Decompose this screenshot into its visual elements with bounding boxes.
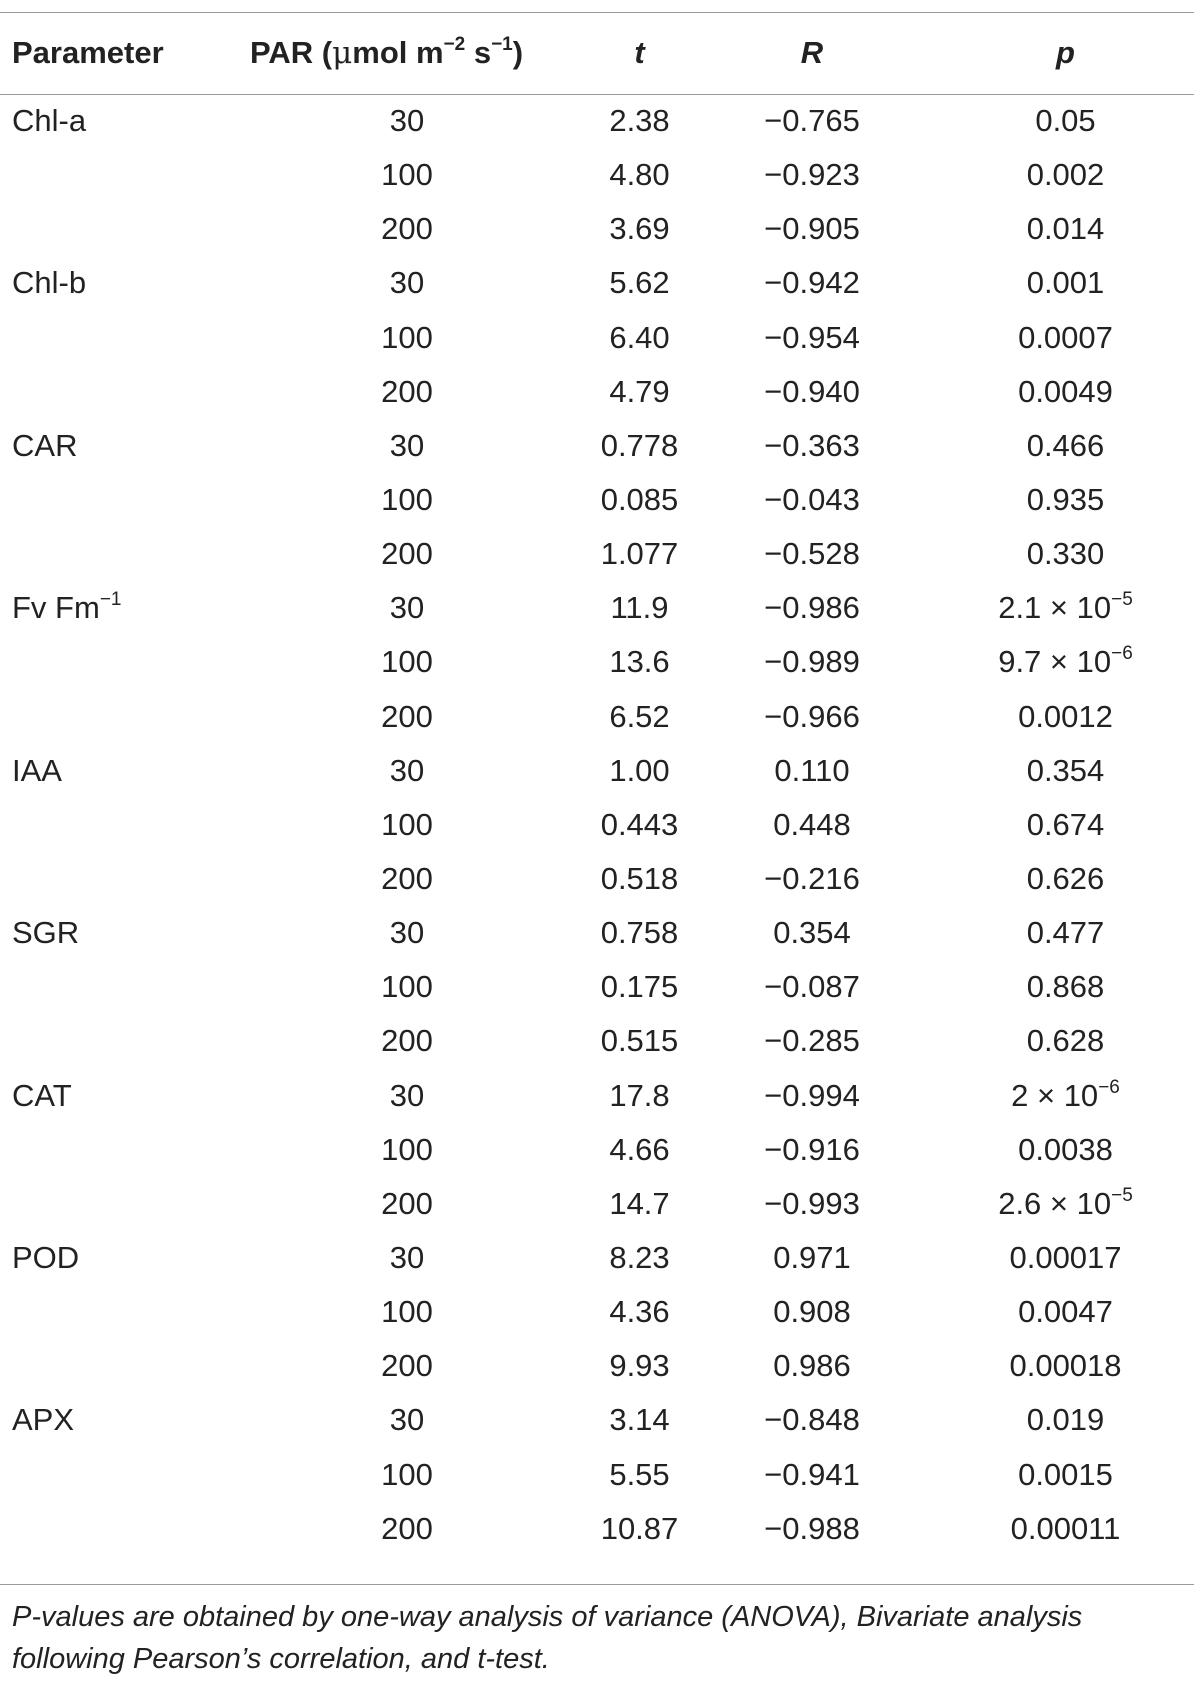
- cell-par-text: 100: [381, 319, 433, 355]
- cell-t: [572, 1069, 707, 1123]
- cell-p-text: 0.935: [1026, 482, 1105, 518]
- cell-parameter-text: CAT: [12, 1077, 72, 1113]
- cell-p-text: 2.6 × 10: [998, 1185, 1112, 1221]
- cell-r-text: −0.528: [764, 536, 860, 572]
- cell-par: [242, 1123, 572, 1177]
- cell-p: [917, 256, 1200, 310]
- cell-parameter-text: SGR: [12, 915, 80, 951]
- cell-p-text: 0.466: [1026, 427, 1105, 463]
- table-row: [0, 1502, 1200, 1556]
- cell-t-text: 13.6: [609, 644, 670, 680]
- cell-r: [707, 581, 917, 635]
- cell-t-text: 4.80: [609, 157, 670, 193]
- header-p: p: [1056, 35, 1075, 70]
- cell-r-text: −0.916: [764, 1131, 860, 1167]
- table-row: [0, 1285, 1200, 1339]
- cell-par: [242, 311, 572, 365]
- cell-t: [572, 94, 707, 148]
- cell-p-text: 0.0012: [1018, 698, 1113, 734]
- table-row: [0, 744, 1200, 798]
- cell-par-text: 30: [389, 752, 425, 788]
- table-row: [0, 256, 1200, 310]
- cell-par: [242, 635, 572, 689]
- cell-parameter-text: IAA: [12, 752, 62, 788]
- table-body: [0, 94, 1200, 1556]
- cell-p-text: 0.019: [1026, 1402, 1105, 1438]
- cell-t-text: 1.077: [600, 536, 679, 572]
- cell-p: [917, 1231, 1200, 1285]
- table-bottom-rule: [0, 1584, 1194, 1585]
- cell-p-text: 2 × 10: [1011, 1077, 1099, 1113]
- cell-parameter: [0, 1393, 242, 1447]
- cell-t-text: 11.9: [610, 590, 669, 626]
- cell-par: [242, 148, 572, 202]
- cell-par-text: 200: [381, 1348, 433, 1384]
- cell-t: [572, 148, 707, 202]
- table-row: [0, 960, 1200, 1014]
- cell-p: [917, 1285, 1200, 1339]
- cell-t: [572, 690, 707, 744]
- cell-p-text: 0.014: [1026, 211, 1105, 247]
- cell-r: [707, 202, 917, 256]
- cell-p: [917, 1393, 1200, 1447]
- cell-r-text: −0.087: [764, 969, 860, 1005]
- table-row: [0, 148, 1200, 202]
- cell-p-text: 0.626: [1026, 861, 1105, 897]
- cell-parameter: [0, 1231, 242, 1285]
- cell-t: [572, 1231, 707, 1285]
- table-row: [0, 419, 1200, 473]
- cell-t: [572, 635, 707, 689]
- table-row: [0, 1339, 1200, 1393]
- cell-p-exponent: −5: [1111, 589, 1133, 611]
- cell-p-text: 0.001: [1026, 265, 1105, 301]
- cell-par-text: 30: [389, 427, 425, 463]
- cell-r: [707, 1285, 917, 1339]
- cell-p: [917, 527, 1200, 581]
- table-footnote: P-values are obtained by one-way analysis of variance (ANOVA), Bivariate analysis following Pearson’s correlation, and t-test.: [12, 1601, 1083, 1675]
- cell-r: [707, 1177, 917, 1231]
- cell-r: [707, 690, 917, 744]
- cell-p: [917, 852, 1200, 906]
- cell-t: [572, 311, 707, 365]
- cell-t-text: 0.085: [600, 482, 679, 518]
- cell-parameter: [0, 1069, 242, 1123]
- header-par: PAR (μmol $m^{-2}$ $s^{-1}$): [250, 34, 524, 71]
- cell-p: [917, 798, 1200, 852]
- table-header-row: [0, 12, 1200, 94]
- cell-parameter: [0, 1285, 242, 1339]
- cell-t-text: 0.518: [600, 861, 679, 897]
- cell-p: [917, 906, 1200, 960]
- cell-parameter: [0, 798, 242, 852]
- cell-p-text: 0.0015: [1018, 1456, 1113, 1492]
- cell-par: [242, 94, 572, 148]
- cell-par: [242, 1448, 572, 1502]
- cell-p: [917, 148, 1200, 202]
- cell-parameter-text: Chl-b: [12, 265, 87, 301]
- header-t: t: [634, 35, 645, 70]
- cell-t: [572, 365, 707, 419]
- cell-p: [917, 419, 1200, 473]
- cell-par-text: 200: [381, 1185, 433, 1221]
- cell-par: [242, 852, 572, 906]
- cell-p-text: 0.868: [1026, 969, 1105, 1005]
- cell-parameter: [0, 581, 242, 635]
- cell-t-text: 14.7: [609, 1185, 670, 1221]
- cell-r: [707, 1231, 917, 1285]
- cell-r-text: −0.765: [764, 103, 860, 139]
- cell-par-text: 100: [381, 157, 433, 193]
- cell-parameter: [0, 311, 242, 365]
- cell-r-text: 0.448: [773, 806, 851, 842]
- cell-t-text: 0.758: [600, 915, 679, 951]
- cell-r-text: −0.923: [764, 157, 860, 193]
- results-table: [0, 12, 1200, 1556]
- cell-t: [572, 581, 707, 635]
- cell-t: [572, 1123, 707, 1177]
- cell-t: [572, 202, 707, 256]
- cell-t: [572, 798, 707, 852]
- cell-r: [707, 1069, 917, 1123]
- cell-par: [242, 256, 572, 310]
- cell-p-text: 0.00018: [1009, 1348, 1122, 1384]
- cell-t: [572, 1448, 707, 1502]
- cell-p: [917, 1339, 1200, 1393]
- cell-r: [707, 744, 917, 798]
- cell-parameter: [0, 256, 242, 310]
- cell-par: [242, 1285, 572, 1339]
- cell-r-text: −0.285: [764, 1023, 860, 1059]
- cell-r-text: −0.848: [764, 1402, 860, 1438]
- cell-parameter: [0, 419, 242, 473]
- cell-r-text: 0.908: [773, 1294, 851, 1330]
- cell-t-text: 9.93: [609, 1348, 670, 1384]
- cell-parameter: [0, 148, 242, 202]
- cell-p-text: 0.00011: [1010, 1510, 1121, 1546]
- cell-t-text: 4.66: [609, 1131, 670, 1167]
- table-row: [0, 1231, 1200, 1285]
- cell-t: [572, 744, 707, 798]
- header-parameter: Parameter: [12, 35, 164, 70]
- cell-par: [242, 1177, 572, 1231]
- cell-par: [242, 1231, 572, 1285]
- cell-r-text: 0.986: [773, 1348, 851, 1384]
- cell-par-text: 200: [381, 1023, 433, 1059]
- cell-t-text: 4.36: [609, 1294, 670, 1330]
- cell-p-text: 0.628: [1026, 1023, 1105, 1059]
- cell-par-text: 200: [381, 861, 433, 897]
- cell-r-text: −0.043: [764, 482, 860, 518]
- table-row: [0, 1177, 1200, 1231]
- cell-parameter: [0, 635, 242, 689]
- cell-t-text: 0.443: [600, 806, 679, 842]
- cell-t: [572, 960, 707, 1014]
- cell-p: [917, 581, 1200, 635]
- cell-t: [572, 1393, 707, 1447]
- cell-r-text: −0.989: [764, 644, 860, 680]
- cell-t-text: 6.52: [609, 698, 670, 734]
- cell-par-text: 30: [389, 1402, 425, 1438]
- cell-t-text: 0.175: [600, 969, 679, 1005]
- cell-par-text: 30: [389, 590, 425, 626]
- cell-r: [707, 256, 917, 310]
- cell-t-text: 1.00: [609, 752, 670, 788]
- cell-t-text: 3.69: [609, 211, 670, 247]
- cell-parameter-text: POD: [12, 1240, 80, 1276]
- cell-par-text: 200: [381, 1510, 433, 1546]
- cell-p-text: 2.1 × 10: [998, 590, 1112, 626]
- cell-t: [572, 527, 707, 581]
- cell-p: [917, 473, 1200, 527]
- cell-p-text: 0.330: [1026, 536, 1105, 572]
- cell-par-text: 200: [381, 536, 433, 572]
- cell-p: [917, 960, 1200, 1014]
- table-row: [0, 1069, 1200, 1123]
- table-row: [0, 690, 1200, 744]
- cell-p: [917, 744, 1200, 798]
- cell-p-exponent: −6: [1111, 643, 1133, 665]
- cell-parameter: [0, 960, 242, 1014]
- cell-p-text: 0.002: [1026, 157, 1105, 193]
- cell-par: [242, 473, 572, 527]
- cell-p: [917, 1014, 1200, 1068]
- cell-par-text: 100: [381, 1294, 433, 1330]
- cell-p: [917, 311, 1200, 365]
- cell-parameter: [0, 1123, 242, 1177]
- cell-r: [707, 1502, 917, 1556]
- cell-par: [242, 1339, 572, 1393]
- cell-r-text: −0.942: [764, 265, 860, 301]
- cell-r-text: −0.986: [764, 590, 860, 626]
- cell-p: [917, 1448, 1200, 1502]
- cell-t: [572, 1285, 707, 1339]
- table-row: [0, 1123, 1200, 1177]
- cell-par-text: 100: [381, 644, 433, 680]
- table-row: [0, 635, 1200, 689]
- cell-r: [707, 527, 917, 581]
- cell-t: [572, 1502, 707, 1556]
- cell-par: [242, 527, 572, 581]
- cell-t-text: 4.79: [609, 373, 670, 409]
- table-row: [0, 1014, 1200, 1068]
- cell-p-text: 0.477: [1026, 915, 1105, 951]
- cell-r-text: −0.988: [764, 1510, 860, 1546]
- cell-parameter: [0, 365, 242, 419]
- cell-p: [917, 365, 1200, 419]
- cell-t: [572, 1014, 707, 1068]
- cell-r-text: 0.354: [773, 915, 851, 951]
- cell-par-text: 100: [381, 806, 433, 842]
- cell-p-text: 0.0007: [1018, 319, 1113, 355]
- table-row: [0, 798, 1200, 852]
- cell-par: [242, 960, 572, 1014]
- cell-r-text: −0.994: [764, 1077, 860, 1113]
- cell-p: [917, 1123, 1200, 1177]
- cell-r-text: −0.993: [764, 1185, 860, 1221]
- cell-parameter: [0, 473, 242, 527]
- cell-p-text: 0.00017: [1009, 1240, 1122, 1276]
- cell-t: [572, 1177, 707, 1231]
- cell-r: [707, 635, 917, 689]
- cell-parameter: [0, 527, 242, 581]
- cell-t: [572, 473, 707, 527]
- cell-par-text: 200: [381, 373, 433, 409]
- cell-r-text: −0.941: [764, 1456, 860, 1492]
- cell-par-text: 30: [389, 1077, 425, 1113]
- cell-par: [242, 1069, 572, 1123]
- cell-t-text: 3.14: [609, 1402, 670, 1438]
- table-row: [0, 581, 1200, 635]
- cell-r: [707, 473, 917, 527]
- cell-p-text: 0.05: [1035, 103, 1096, 139]
- cell-t-text: 0.778: [600, 427, 679, 463]
- cell-p-text: 0.674: [1026, 806, 1105, 842]
- table-row: [0, 906, 1200, 960]
- cell-p-text: 0.0047: [1018, 1294, 1113, 1330]
- cell-r: [707, 365, 917, 419]
- cell-par-text: 100: [381, 969, 433, 1005]
- cell-r: [707, 1448, 917, 1502]
- cell-par: [242, 798, 572, 852]
- cell-p: [917, 1502, 1200, 1556]
- cell-r-text: 0.971: [773, 1240, 851, 1276]
- cell-r: [707, 148, 917, 202]
- cell-r-text: −0.905: [764, 211, 860, 247]
- cell-par-text: 30: [389, 915, 425, 951]
- cell-par: [242, 906, 572, 960]
- table-row: [0, 311, 1200, 365]
- cell-t-text: 5.62: [609, 265, 670, 301]
- cell-parameter: [0, 852, 242, 906]
- cell-p-text: 0.0038: [1018, 1131, 1113, 1167]
- cell-parameter-text: Chl-a: [12, 103, 87, 139]
- cell-p: [917, 690, 1200, 744]
- cell-par: [242, 202, 572, 256]
- table-row: [0, 527, 1200, 581]
- cell-t: [572, 256, 707, 310]
- cell-t-text: 10.87: [600, 1510, 679, 1546]
- cell-r: [707, 906, 917, 960]
- cell-parameter: [0, 1502, 242, 1556]
- cell-p-text: 0.354: [1026, 752, 1105, 788]
- cell-t-text: 8.23: [609, 1240, 670, 1276]
- cell-p: [917, 1177, 1200, 1231]
- cell-t-text: 6.40: [609, 319, 670, 355]
- cell-r-text: −0.966: [764, 698, 860, 734]
- cell-par: [242, 581, 572, 635]
- cell-r: [707, 1014, 917, 1068]
- cell-parameter-text: Fv Fm: [12, 590, 100, 626]
- cell-parameter-text: APX: [12, 1402, 75, 1438]
- cell-t: [572, 852, 707, 906]
- cell-par-text: 200: [381, 698, 433, 734]
- cell-p: [917, 94, 1200, 148]
- cell-r: [707, 960, 917, 1014]
- table-row: [0, 852, 1200, 906]
- cell-p-exponent: −6: [1098, 1076, 1120, 1098]
- cell-parameter: [0, 1014, 242, 1068]
- cell-par: [242, 690, 572, 744]
- cell-p: [917, 1069, 1200, 1123]
- cell-parameter-exponent: −1: [99, 589, 122, 611]
- table-row: [0, 1393, 1200, 1447]
- table-row: [0, 365, 1200, 419]
- cell-par-text: 100: [381, 1456, 433, 1492]
- cell-r-text: −0.940: [764, 373, 860, 409]
- cell-r: [707, 1123, 917, 1177]
- cell-r-text: −0.216: [764, 861, 860, 897]
- cell-r: [707, 852, 917, 906]
- cell-t-text: 17.8: [609, 1077, 670, 1113]
- cell-par-text: 100: [381, 1131, 433, 1167]
- cell-t-text: 0.515: [600, 1023, 679, 1059]
- header-r: R: [800, 35, 824, 70]
- cell-r: [707, 798, 917, 852]
- cell-r: [707, 419, 917, 473]
- cell-r-text: −0.954: [764, 319, 860, 355]
- cell-parameter: [0, 906, 242, 960]
- cell-r: [707, 311, 917, 365]
- cell-parameter-text: CAR: [12, 427, 78, 463]
- cell-p-exponent: −5: [1111, 1184, 1133, 1206]
- table-row: [0, 202, 1200, 256]
- table-row: [0, 473, 1200, 527]
- cell-par-text: 30: [389, 103, 425, 139]
- cell-parameter: [0, 1177, 242, 1231]
- cell-r: [707, 1393, 917, 1447]
- cell-parameter: [0, 690, 242, 744]
- cell-parameter: [0, 1448, 242, 1502]
- cell-p-text: 0.0049: [1018, 373, 1113, 409]
- cell-par-text: 100: [381, 482, 433, 518]
- cell-r: [707, 1339, 917, 1393]
- table-row: [0, 94, 1200, 148]
- cell-parameter: [0, 94, 242, 148]
- cell-r-text: 0.110: [774, 752, 850, 788]
- cell-par: [242, 1393, 572, 1447]
- cell-p: [917, 202, 1200, 256]
- cell-par-text: 200: [381, 211, 433, 247]
- cell-parameter: [0, 744, 242, 798]
- cell-t: [572, 419, 707, 473]
- cell-r: [707, 94, 917, 148]
- cell-parameter: [0, 1339, 242, 1393]
- cell-par: [242, 744, 572, 798]
- cell-par-text: 30: [389, 1240, 425, 1276]
- cell-par: [242, 1014, 572, 1068]
- cell-r-text: −0.363: [764, 427, 860, 463]
- cell-p-text: 9.7 × 10: [998, 644, 1112, 680]
- cell-t: [572, 906, 707, 960]
- cell-p: [917, 635, 1200, 689]
- cell-t: [572, 1339, 707, 1393]
- cell-parameter: [0, 202, 242, 256]
- cell-t-text: 2.38: [609, 103, 670, 139]
- cell-par: [242, 365, 572, 419]
- cell-t-text: 5.55: [609, 1456, 670, 1492]
- cell-par-text: 30: [389, 265, 425, 301]
- table-row: [0, 1448, 1200, 1502]
- cell-par: [242, 419, 572, 473]
- cell-par: [242, 1502, 572, 1556]
